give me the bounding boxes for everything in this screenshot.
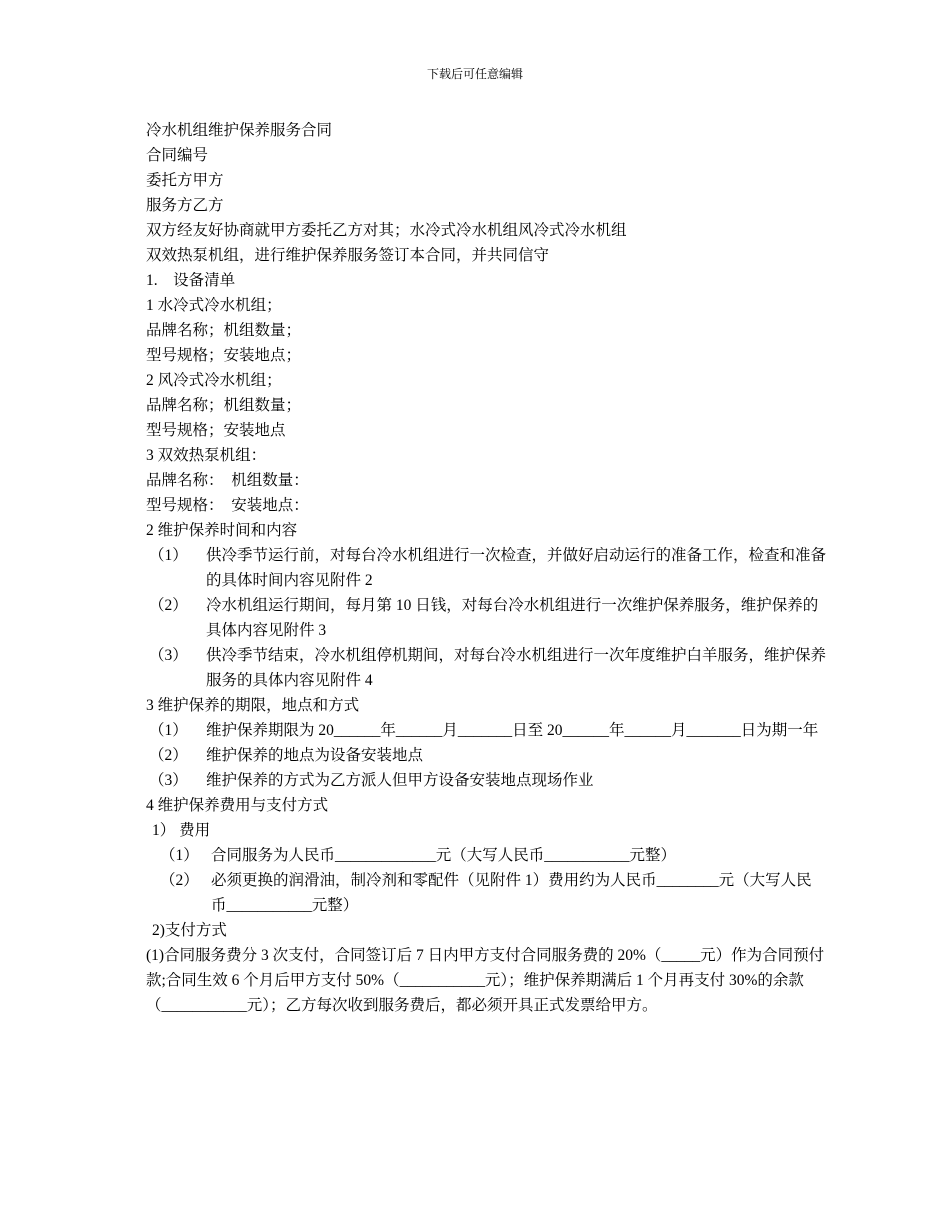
payment-subtitle: 2)支付方式 <box>152 922 227 939</box>
section-3-item-text: 维护保养的地点为设备安装地点 <box>206 747 424 764</box>
section-2-item <box>146 543 826 593</box>
equipment-2-line-2: 型号规格；安装地点 <box>146 422 286 439</box>
party-a-label: 委托方甲方 <box>146 172 224 189</box>
section-3-item <box>146 743 826 768</box>
section-2-item-number: （1） <box>149 547 188 564</box>
equipment-3-line-2: 型号规格： 安装地点： <box>146 497 309 514</box>
document-body <box>146 118 826 1018</box>
contract-number-label: 合同编号 <box>146 147 209 164</box>
section-3-item-text: 维护保养的方式为乙方派人但甲方设备安装地点现场作业 <box>206 772 594 789</box>
page-header: 下载后可任意编辑 <box>426 67 523 81</box>
intro-line-1: 双方经友好协商就甲方委托乙方对其；水冷式冷水机组风冷式冷水机组 <box>146 222 627 239</box>
section-4-title: 4 维护保养费用与支付方式 <box>146 797 329 814</box>
equipment-2-title: 2 风冷式冷水机组； <box>146 372 282 389</box>
intro-line-2: 双效热泵机组，进行维护保养服务签订本合同，并共同信守 <box>146 247 550 264</box>
fee-item-number: （2） <box>160 872 199 889</box>
section-1-title: 1. 设备清单 <box>146 272 236 289</box>
section-2-title: 2 维护保养时间和内容 <box>146 522 298 539</box>
section-2-item <box>146 593 826 643</box>
section-3-item <box>146 718 826 743</box>
payment-paragraph: (1)合同服务费分 3 次支付，合同签订后 7 日内甲方支付合同服务费的 20%（_____元）作为合同预付款;合同生效 6 个月后甲方支付 50%（___________元）；维护保养期满后 1 个月再支付 30%的余款（___________元）；乙方每次收到服务费后，都必须开具正式发票给甲方。 <box>146 947 825 1014</box>
section-3-item-text: 维护保养期限为 20______年______月_______日至 20______年______月_______日为期一年 <box>206 722 819 739</box>
section-3-item-number: （2） <box>149 747 188 764</box>
fee-item-text: 合同服务为人民币_____________元（大写人民币___________元整） <box>211 847 677 864</box>
section-2-item <box>146 643 826 693</box>
equipment-1-line-2: 型号规格；安装地点； <box>146 347 302 364</box>
equipment-3-title: 3 双效热泵机组： <box>146 447 267 464</box>
fee-item-text: 必须更换的润滑油，制冷剂和零配件（见附件 1）费用约为人民币________元（大写人民币___________元整） <box>211 872 812 914</box>
section-3-title: 3 维护保养的期限，地点和方式 <box>146 697 360 714</box>
equipment-1-title: 1 水冷式冷水机组； <box>146 297 282 314</box>
party-b-label: 服务方乙方 <box>146 197 224 214</box>
section-2-item-number: （2） <box>149 597 188 614</box>
equipment-1-line-1: 品牌名称；机组数量； <box>146 322 302 339</box>
fee-item-number: （1） <box>160 847 199 864</box>
section-2-item-number: （3） <box>149 647 188 664</box>
section-3-item <box>146 768 826 793</box>
section-3-item-number: （1） <box>149 722 188 739</box>
fee-item <box>146 843 826 868</box>
document-title: 冷水机组维护保养服务合同 <box>146 122 333 139</box>
section-2-item-text: 冷水机组运行期间，每月第 10 日钱，对每台冷水机组进行一次维护保养服务，维护保养的具体内容见附件 3 <box>206 597 819 639</box>
equipment-3-line-1: 品牌名称： 机组数量： <box>146 472 309 489</box>
fee-subtitle: 1） 费用 <box>152 822 211 839</box>
section-2-item-text: 供冷季节结束，冷水机组停机期间，对每台冷水机组进行一次年度维护白羊服务，维护保养服务的具体内容见附件 4 <box>206 647 827 689</box>
equipment-2-line-1: 品牌名称；机组数量； <box>146 397 302 414</box>
fee-item <box>146 868 826 918</box>
section-2-item-text: 供冷季节运行前，对每台冷水机组进行一次检查，并做好启动运行的准备工作，检查和准备的具体时间内容见附件 2 <box>206 547 827 589</box>
section-3-item-number: （3） <box>149 772 188 789</box>
